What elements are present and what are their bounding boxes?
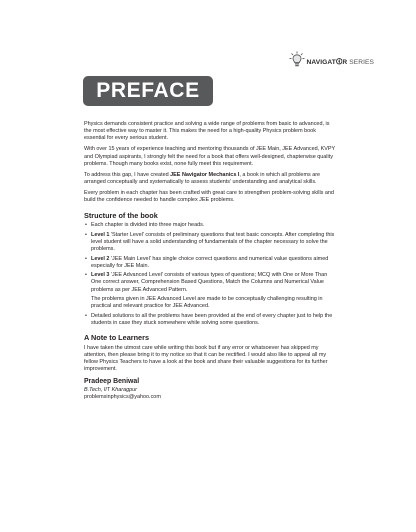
level-label: Level 1: [91, 231, 110, 238]
level-label: Level 2: [91, 255, 110, 262]
series-logo: [289, 51, 375, 69]
structure-item: [84, 256, 336, 270]
note-paragraph: I have taken the utmost care while writing this book but if any error or whatsoever has skipped my attention, then please bring it to my notice so that it can be rectified. I would also like to appeal all my fellow Physics Teachers to have a look at the book and share their valuable suggestions for its further improvement.: [84, 344, 328, 372]
book-title: JEE Navigator Mechanics I: [170, 171, 240, 178]
intro-paragraph-4: Every problem in each chapter has been crafted with great care to strengthen problem-solving skills and build the confidence needed to handle complex JEE problems.: [84, 190, 334, 204]
structure-item-text: The problems given in JEE Advanced Level are made to be conceptually challenging resulting in practical and relevant practice for JEE Advanced.: [91, 296, 323, 310]
series-name: [307, 58, 375, 66]
structure-item-text: 'JEE Main Level' has single choice correct questions and numerical value questions aimed especially for JEE Main.: [91, 255, 329, 269]
intro-paragraph-3-start: To address this gap, I have created: [84, 171, 171, 178]
preface-banner: [84, 77, 212, 105]
structure-item-text: 'JEE Advanced Level' consists of various types of questions; MCQ with One or More Than One correct answer, Comprehension Based Questions, Match the Columns and Numerical Value problems as per JEE Advanced Pattern.: [91, 272, 328, 293]
intro-paragraph-3-end: , a book in which all problems are arranged conceptually and systematically to assess students' understanding and analytical skills.: [84, 171, 321, 186]
structure-item-text: 'Starter Level' consists of preliminary questions that test basic concepts. After completing this level student will have a solid understanding of fundamentals of the chapter necessary to solve the problems.: [91, 231, 335, 252]
structure-item-continuation: [84, 296, 336, 310]
author-name: Pradeep Beniwal: [84, 378, 140, 386]
structure-item: [84, 222, 336, 229]
structure-heading: Structure of the book: [84, 210, 158, 220]
preface-content: [84, 121, 336, 401]
author-degree: B.Tech, IIT Kharagpur: [84, 386, 137, 393]
series-brand: NAVIGAT: [306, 59, 336, 66]
lightbulb-icon: [289, 51, 305, 69]
structure-list: [84, 222, 336, 327]
intro-paragraph-1: Physics demands consistent practice and solving a wide range of problems from basic to advanced, is the most effective way to master it. This makes the need for a high-quality Physics problem book essential for every serious student.: [84, 121, 330, 142]
structure-item: [84, 232, 336, 253]
intro-paragraph-3: [84, 172, 336, 186]
intro-paragraph-2: With over 15 years of experience teaching and mentoring thousands of JEE Main, JEE Advanced, KVPY and Olympiad aspirants, I strongly felt the need for a book that offers well-designed, chapterwise quality problems. Though many books exist, none fully meet this requirement.: [84, 146, 336, 167]
level-label: Level 3: [91, 272, 110, 279]
structure-item: [84, 272, 336, 293]
structure-item-text: Each chapter is divided into three major heads.: [91, 222, 205, 228]
structure-item-text: Detailed solutions to all the problems have been provided at the end of every chapter just to help the students in case they stuck somewhere while solving some questions.: [91, 313, 333, 327]
author-email: problemsinphysics@yahoo.com: [84, 393, 161, 400]
page-title: PREFACE: [96, 79, 200, 102]
structure-item: [84, 313, 336, 327]
series-brand-end: R: [342, 59, 348, 66]
note-heading: A Note to Learners: [84, 333, 150, 343]
series-word: SERIES: [347, 59, 374, 66]
